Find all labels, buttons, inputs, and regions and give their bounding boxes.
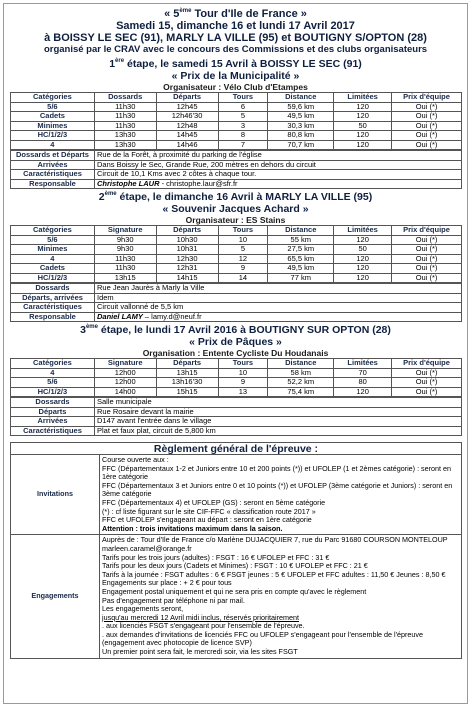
table-cell: 12h30 — [156, 254, 218, 264]
table-row — [11, 131, 462, 141]
table-cell: Oui (*) — [392, 235, 462, 245]
category-cell: Cadets — [11, 264, 95, 274]
table-cell: Oui (*) — [392, 102, 462, 112]
info-value: Salle municipale — [95, 398, 462, 408]
table-cell: 12h46'30 — [156, 112, 218, 122]
info-row — [11, 426, 462, 436]
engagement-line: Engagements sur place : + 2 € pour tous — [102, 578, 232, 588]
table-cell: Oui (*) — [392, 131, 462, 141]
table-cell: 9 — [218, 378, 268, 388]
table-cell: 12h31 — [156, 264, 218, 274]
info-value: D147 avant l'entrée dans le village — [95, 417, 462, 427]
stage2-num: 2 — [98, 191, 105, 203]
column-header: Prix d'équipe — [392, 226, 462, 236]
table-cell: 58 km — [268, 368, 334, 378]
info-row — [11, 417, 462, 427]
info-label: Arrivées — [11, 417, 95, 427]
table-cell: 30,3 km — [268, 121, 334, 131]
title-sup: ème — [179, 8, 192, 14]
info-label: Départs, arrivées — [11, 293, 95, 303]
category-cell: HC/1/2/3 — [11, 273, 95, 283]
table-cell: 11h30 — [94, 112, 156, 122]
table-row — [11, 264, 462, 274]
engagement-line: Tarifs à la journée : FSGT adultes : 6 € FSGT jeunes : 5 € UFOLEP et FFC adultes : 11,50 € Jeunes : 8,50 € — [102, 569, 446, 579]
info-row — [11, 284, 462, 294]
info-label: Dossards — [11, 398, 95, 408]
table-row — [11, 102, 462, 112]
title-prefix: « 5 — [164, 8, 180, 20]
engagement-line: . aux demandes d'invitations de licenciés FFC ou UFOLEP s'engageant pour l'ensemble de l'épreuve (engagement avec photocopie de licence SVP) — [102, 629, 423, 648]
invitation-line: FFC (Départementaux 3 et Juniors entre 0 et 10 points (*)) et UFOLEP (3ème catégorie et Juniors) : seront en 3ème catégorie — [102, 480, 453, 499]
column-header: Prix d'équipe — [392, 93, 462, 103]
table-cell: Oui (*) — [392, 368, 462, 378]
table-row — [11, 378, 462, 388]
stage2-table — [10, 225, 462, 283]
table-cell: 120 — [334, 264, 392, 274]
responsible-email[interactable]: - christophe.laur@sfr.fr — [159, 179, 238, 188]
table-cell: 12h48 — [156, 121, 218, 131]
invitations-row — [11, 455, 462, 535]
stage2-organizer: Organisateur : ES Stains — [185, 215, 286, 225]
stage3-table — [10, 358, 462, 397]
stage3-header-row — [11, 359, 462, 369]
table-row — [11, 245, 462, 255]
info-row — [11, 160, 462, 170]
table-cell: Oui (*) — [392, 121, 462, 131]
table-cell: 14h45 — [156, 131, 218, 141]
info-label: Responsable — [11, 312, 95, 322]
category-cell: 5/6 — [11, 102, 95, 112]
table-cell: 13h30 — [94, 140, 156, 150]
table-cell: 120 — [334, 273, 392, 283]
table-cell: 120 — [334, 235, 392, 245]
column-header: Prix d'équipe — [392, 359, 462, 369]
table-cell: 6 — [218, 102, 268, 112]
engagement-line: jusqu'au mercredi 12 Avril midi inclus, réservés prioritairement — [102, 612, 299, 622]
document-title — [4, 8, 467, 20]
stage3-heading — [4, 324, 467, 336]
table-cell: 9h30 — [94, 235, 156, 245]
info-row — [11, 179, 462, 189]
table-cell: 27,5 km — [268, 245, 334, 255]
table-cell: 120 — [334, 387, 392, 397]
stage3-info-table — [10, 397, 462, 436]
table-cell: Oui (*) — [392, 264, 462, 274]
invitations-content — [100, 455, 462, 535]
stage3-prize: « Prix de Pâques » — [189, 336, 282, 348]
table-cell: 12h00 — [94, 378, 156, 388]
column-header: Signature — [94, 359, 156, 369]
table-cell: 70 — [334, 368, 392, 378]
invitation-line: FFC (Départementaux 1-2 et Juniors entre 10 et 200 points (*)) et UFOLEP (1 et 2èmes catégorie) : seront en 1ère catégorie — [102, 463, 452, 482]
stage1-info-table — [10, 150, 462, 189]
category-cell: HC/1/2/3 — [11, 387, 95, 397]
table-cell: Oui (*) — [392, 378, 462, 388]
category-cell: Minimes — [11, 245, 95, 255]
column-header: Limitées — [334, 226, 392, 236]
table-cell: 120 — [334, 254, 392, 264]
invitation-line: (*) : cf liste figurant sur le site CIF-FFC « classification route 2017 » — [102, 506, 316, 516]
table-cell: 13 — [218, 387, 268, 397]
table-row — [11, 368, 462, 378]
document-page — [3, 3, 468, 704]
info-label: Départs — [11, 407, 95, 417]
table-cell: 80 — [334, 378, 392, 388]
info-value: Idem — [95, 293, 462, 303]
column-header: Départs — [156, 226, 218, 236]
category-cell: Cadets — [11, 112, 95, 122]
stage2-heading — [4, 191, 467, 203]
table-cell: 49,5 km — [268, 112, 334, 122]
stage3-num: 3 — [80, 324, 86, 336]
table-cell: 14 — [218, 273, 268, 283]
info-value — [95, 312, 462, 322]
info-row — [11, 293, 462, 303]
stage1-header-row — [11, 93, 462, 103]
table-cell: 15h15 — [156, 387, 218, 397]
table-cell: 9 — [218, 264, 268, 274]
rules-table — [10, 454, 462, 659]
invitation-line: Attention : trois invitations maximum dans la saison. — [102, 523, 283, 533]
column-header: Catégories — [11, 93, 95, 103]
table-cell: 12h00 — [94, 368, 156, 378]
table-row — [11, 112, 462, 122]
table-cell: 59,6 km — [268, 102, 334, 112]
info-value: Dans Boissy le Sec, Grande Rue, 200 mètres en dehors du circuit — [95, 160, 462, 170]
table-cell: 11h30 — [94, 121, 156, 131]
column-header: Tours — [218, 93, 268, 103]
table-cell: 50 — [334, 121, 392, 131]
invitations-label: Invitations — [11, 455, 100, 535]
table-cell: 12 — [218, 254, 268, 264]
category-cell: HC/1/2/3 — [11, 131, 95, 141]
table-cell: 9h30 — [94, 245, 156, 255]
info-label: Dossards et Départs — [11, 151, 95, 161]
info-value: Circuit de 10,1 Kms avec 2 côtes à chaque tour. — [95, 170, 462, 180]
info-value: Circuit vallonné de 5,5 km — [95, 303, 462, 313]
invitation-line: FFC et UFOLEP s'engageant au départ : seront en 1ère catégorie — [102, 515, 312, 525]
info-label: Caractéristiques — [11, 426, 95, 436]
info-label: Dossards — [11, 284, 95, 294]
table-cell: Oui (*) — [392, 254, 462, 264]
table-cell: 11h30 — [94, 254, 156, 264]
info-row — [11, 312, 462, 322]
column-header: Départs — [156, 93, 218, 103]
table-cell: 13h30 — [94, 131, 156, 141]
info-value: Rue Rosaire devant la mairie — [95, 407, 462, 417]
stage2-prize: « Souvenir Jacques Achard » — [162, 203, 309, 215]
column-header: Limitées — [334, 359, 392, 369]
table-cell: 13h15 — [94, 273, 156, 283]
table-cell: 5 — [218, 112, 268, 122]
stage2-sup: ème — [104, 191, 117, 197]
info-label: Arrivées — [11, 160, 95, 170]
stage1-heading — [4, 58, 467, 70]
category-cell: 5/6 — [11, 235, 95, 245]
table-cell: 10h30 — [156, 235, 218, 245]
info-row — [11, 398, 462, 408]
responsible-email[interactable]: – lamy.d@neuf.fr — [142, 312, 202, 321]
info-label: Caractéristiques — [11, 303, 95, 313]
table-cell: 13h16'30 — [156, 378, 218, 388]
table-cell: 120 — [334, 102, 392, 112]
table-cell: 10 — [218, 368, 268, 378]
table-row — [11, 235, 462, 245]
table-cell: 14h15 — [156, 273, 218, 283]
table-row — [11, 140, 462, 150]
event-organizer: organisé par le CRAV avec le concours des Commissions et des clubs organisateurs — [43, 44, 428, 55]
table-cell: 5 — [218, 245, 268, 255]
table-cell: 65,5 km — [268, 254, 334, 264]
engagement-line: . aux licenciés FSGT s'engageant pour l'ensemble de l'épreuve. — [102, 621, 305, 631]
table-cell: 13h15 — [156, 368, 218, 378]
table-row — [11, 387, 462, 397]
table-cell: 52,2 km — [268, 378, 334, 388]
stage1-text: étape, le samedi 15 Avril à BOISSY LE SEC (91) — [124, 58, 362, 70]
stage1-table — [10, 92, 462, 150]
engagements-label: Engagements — [11, 535, 100, 658]
column-header: Distance — [268, 226, 334, 236]
column-header: Tours — [218, 226, 268, 236]
event-places: à BOISSY LE SEC (91), MARLY LA VILLE (95) et BOUTIGNY S/OPTON (28) — [44, 32, 427, 44]
stage1-organizer: Organisateur : Vélo Club d'Etampes — [163, 82, 308, 92]
stage3-organizer: Organisation : Entente Cycliste Du Houdanais — [142, 348, 329, 358]
category-cell: 4 — [11, 254, 95, 264]
engagement-line: Tarifs pour les deux jours (Cadets et Minimes) : FSGT : 10 € UFOLEP et FFC : 21 € — [102, 561, 368, 571]
engagement-line: Un premier point sera fait, le mercredi soir, via les sites FSGT — [102, 647, 298, 657]
column-header: Distance — [268, 359, 334, 369]
event-dates: Samedi 15, dimanche 16 et lundi 17 Avril 2017 — [116, 20, 355, 32]
stage1-num: 1 — [109, 58, 116, 70]
stage3-text: étape, le lundi 17 Avril 2016 à BOUTIGNY SUR OPTON (28) — [97, 324, 391, 336]
stage2-info-table — [10, 283, 462, 322]
info-value — [95, 179, 462, 189]
stage3-sup: ème — [85, 324, 98, 330]
table-cell: 120 — [334, 140, 392, 150]
info-value: Rue Jean Jaurès à Marly la Ville — [95, 284, 462, 294]
title-suffix: Tour d'Ile de France » — [191, 8, 307, 20]
column-header: Tours — [218, 359, 268, 369]
stage1-sup: ère — [115, 58, 125, 64]
table-cell: Oui (*) — [392, 245, 462, 255]
table-cell: 11h30 — [94, 264, 156, 274]
responsible-name: Christophe LAUR — [97, 179, 160, 188]
info-label: Responsable — [11, 179, 95, 189]
column-header: Dossards — [94, 93, 156, 103]
table-cell: 50 — [334, 245, 392, 255]
category-cell: 4 — [11, 368, 95, 378]
category-cell: 4 — [11, 140, 95, 150]
info-row — [11, 151, 462, 161]
table-cell: 12h45 — [156, 102, 218, 112]
engagement-line: Tarifs pour les trois jours (adultes) : FSGT : 16 € UFOLEP et FFC : 31 € — [102, 552, 330, 562]
table-row — [11, 254, 462, 264]
engagement-line: Auprès de : Tour d'Ile de France c/o Marlène DUJACQUIER 7, rue du Parc 91680 COURSON MONTELOUP marleen.caramel@orange.fr — [102, 535, 448, 553]
info-row — [11, 170, 462, 180]
stage2-header-row — [11, 226, 462, 236]
table-cell: 10h31 — [156, 245, 218, 255]
responsible-name: Daniel LAMY — [97, 312, 143, 321]
rules-title: Règlement général de l'épreuve : — [10, 442, 462, 454]
info-value: Plat et faux plat, circuit de 5,800 km — [95, 426, 462, 436]
column-header: Limitées — [334, 93, 392, 103]
table-row — [11, 273, 462, 283]
table-cell: Oui (*) — [392, 273, 462, 283]
engagements-row — [11, 535, 462, 658]
table-cell: 55 km — [268, 235, 334, 245]
table-cell: 120 — [334, 112, 392, 122]
table-cell: 7 — [218, 140, 268, 150]
table-cell: 11h30 — [94, 102, 156, 112]
stage1-prize: « Prix de la Municipalité » — [171, 70, 300, 82]
category-cell: Minimes — [11, 121, 95, 131]
table-cell: Oui (*) — [392, 140, 462, 150]
table-cell: Oui (*) — [392, 387, 462, 397]
column-header: Distance — [268, 93, 334, 103]
invitation-line: FFC (Départementaux 4) et UFOLEP (GS) : seront en 5ème catégorie — [102, 497, 326, 507]
info-row — [11, 303, 462, 313]
column-header: Catégories — [11, 226, 95, 236]
table-cell: 14h46 — [156, 140, 218, 150]
engagement-line: Les engagements seront, — [102, 604, 184, 614]
info-value: Rue de la Forêt, à proximité du parking de l'église — [95, 151, 462, 161]
column-header: Signature — [94, 226, 156, 236]
table-cell: Oui (*) — [392, 112, 462, 122]
invitation-line: Course ouverte aux : — [102, 455, 169, 464]
table-cell: 120 — [334, 131, 392, 141]
column-header: Catégories — [11, 359, 95, 369]
table-cell: 70,7 km — [268, 140, 334, 150]
table-cell: 3 — [218, 121, 268, 131]
engagement-line: Engagement postal uniquement et qui ne sera pris en compte qu'avec le règlement — [102, 586, 367, 596]
table-cell: 49,5 km — [268, 264, 334, 274]
table-cell: 14h00 — [94, 387, 156, 397]
table-row — [11, 121, 462, 131]
info-row — [11, 407, 462, 417]
table-cell: 80,8 km — [268, 131, 334, 141]
table-cell: 77 km — [268, 273, 334, 283]
table-cell: 8 — [218, 131, 268, 141]
engagement-line: Pas d'engagement par téléphone ni par mail. — [102, 595, 245, 605]
info-label: Caractéristiques — [11, 170, 95, 180]
category-cell: 5/6 — [11, 378, 95, 388]
column-header: Départs — [156, 359, 218, 369]
table-cell: 75,4 km — [268, 387, 334, 397]
engagements-content — [100, 535, 462, 658]
table-cell: 10 — [218, 235, 268, 245]
stage2-text: étape, le dimanche 16 Avril à MARLY LA VILLE (95) — [116, 191, 373, 203]
